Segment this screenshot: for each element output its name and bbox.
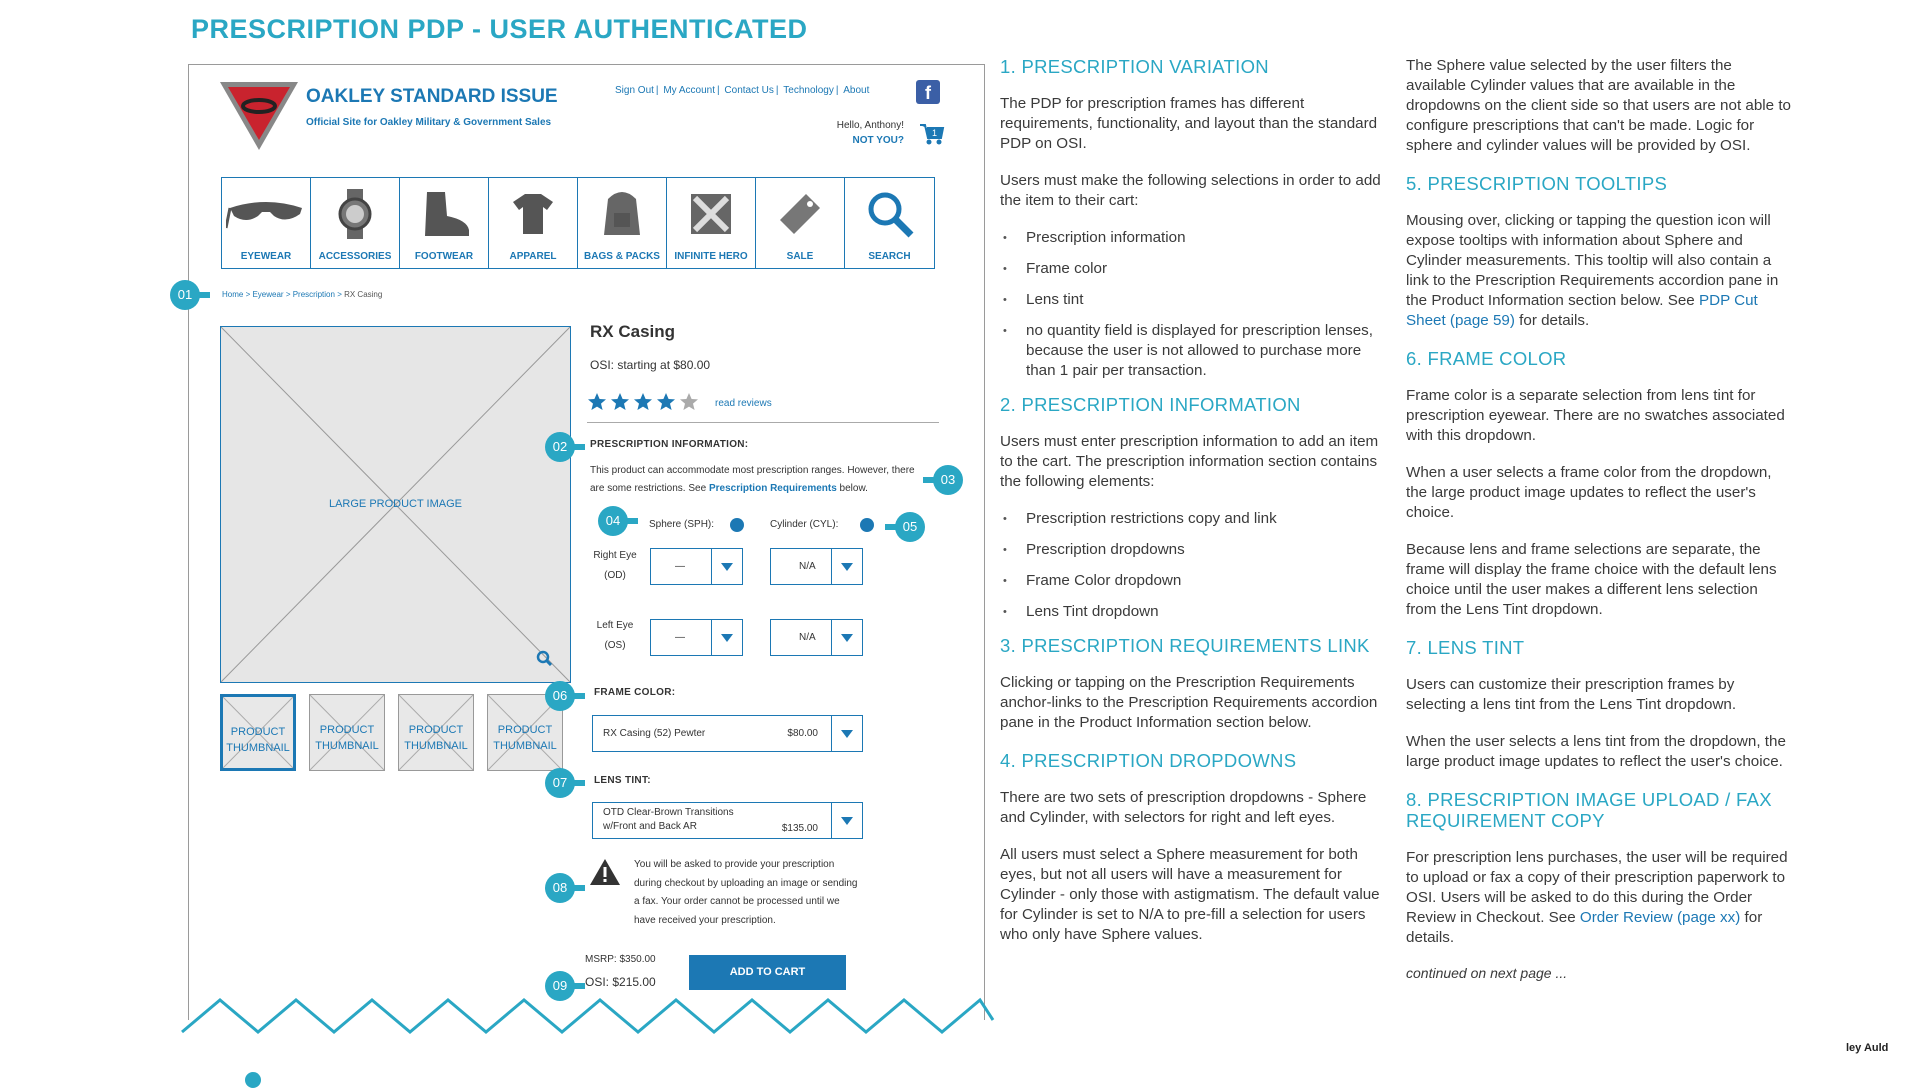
section-heading: 1. PRESCRIPTION VARIATION (1000, 56, 1269, 77)
section-heading: 3. PRESCRIPTION REQUIREMENTS LINK (1000, 635, 1370, 656)
right-eye-code: (OD) (604, 570, 626, 581)
main-nav (221, 177, 935, 269)
boot-icon (417, 190, 471, 238)
star-empty-icon (679, 392, 699, 412)
breadcrumb: Home > Eyewear > Prescription > RX Casing (222, 290, 383, 299)
chevron-down-icon (831, 620, 862, 655)
breadcrumb-home[interactable]: Home (222, 290, 244, 299)
continued-note: continued on next page ... (1406, 965, 1568, 981)
star-rating (587, 392, 699, 412)
starting-price: OSI: starting at $80.00 (590, 358, 711, 372)
read-reviews-link[interactable]: read reviews (715, 398, 772, 409)
left-cylinder-select[interactable] (770, 619, 863, 656)
select-value: N/A (799, 632, 816, 643)
section-heading: 7. LENS TINT (1406, 637, 1525, 658)
lens-tint-select[interactable] (592, 802, 863, 839)
torn-edge (180, 980, 995, 1040)
nav-label: SEARCH (868, 251, 911, 262)
restriction-text (590, 462, 920, 498)
prescription-upload-notice: You will be asked to provide your prescription during checkout by uploading an image or sending a fax. Your order cannot be processed until we have received your prescription. (634, 859, 858, 926)
left-sphere-select[interactable] (650, 619, 743, 656)
frame-color-select[interactable] (592, 715, 863, 752)
brand-name[interactable]: OAKLEY STANDARD ISSUE (306, 86, 558, 107)
cylinder-label: Cylinder (CYL): (770, 519, 839, 530)
right-cylinder-select[interactable] (770, 548, 863, 585)
prescription-requirements-link[interactable]: Prescription Requirements (708, 483, 837, 494)
divider (587, 422, 939, 423)
product-thumbnail[interactable] (398, 694, 474, 771)
facebook-icon[interactable]: f (916, 80, 940, 104)
paragraph: Clicking or tapping on the Prescription Requirements anchor-links to the Prescription Requirements accordion pane in the Product Information section below. (1000, 674, 1378, 731)
select-value: — (675, 561, 685, 572)
star-icon (587, 392, 607, 412)
paragraph: There are two sets of prescription dropdowns - Sphere and Cylinder, with selectors for right and left eyes. (1000, 789, 1367, 826)
infinite-hero-icon (689, 192, 733, 236)
callout-02: 02 (545, 432, 575, 462)
nav-label: FOOTWEAR (414, 251, 474, 262)
section-heading: 2. PRESCRIPTION INFORMATION (1000, 394, 1301, 415)
section-heading: 6. FRAME COLOR (1406, 348, 1567, 369)
paragraph: The Sphere value selected by the user filters the available Cylinder values that are available in the dropdowns on the client side so that users are not able to configure prescriptions that can't be made. Logic for sphere and cylinder values will be provided by OSI. (1406, 57, 1791, 154)
nav-label: SALE (786, 251, 814, 262)
callout-05: 05 (895, 512, 925, 542)
paragraph-text: For prescription lens purchases, the user will be required to upload or fax a copy of their prescription paperwork to OSI. Users will be asked to do this during the Order Review in Checkout. See (1406, 849, 1788, 926)
chevron-down-icon (711, 549, 742, 584)
list-item: • Frame color (1000, 259, 1385, 279)
thumbnail-strip (220, 694, 563, 771)
list-item: • Frame Color dropdown (1000, 571, 1385, 591)
sphere-help-icon[interactable] (730, 518, 744, 532)
utility-nav: Sign Out | My Account | Contact Us | Technology | About (615, 85, 870, 96)
sign-out-link[interactable]: Sign Out (615, 85, 654, 96)
paragraph-text: Mousing over, clicking or tapping the question icon will expose tooltips with information about Sphere and Cylinder measurements. This tooltip will also contain a link to the Prescription Requirements accordion pane in the Product Information section below. See (1406, 212, 1779, 309)
breadcrumb-eyewear[interactable]: Eyewear (252, 290, 284, 299)
paragraph: Because lens and frame selections are separate, the frame will display the frame choice with the default lens choice until the user makes a different lens selection from the Lens Tint dropdown. (1406, 541, 1777, 618)
paragraph: Users must enter prescription information to add an item to the cart. The prescription information section contains the following elements: (1000, 433, 1379, 490)
nav-infinite-hero[interactable] (667, 178, 756, 268)
left-eye-label (593, 616, 637, 656)
large-product-image (220, 326, 571, 683)
thumbnail-label: PRODUCT THUMBNAIL (226, 726, 290, 754)
nav-label: BAGS & PACKS (584, 251, 660, 262)
nav-label: APPAREL (509, 251, 557, 262)
about-link[interactable]: About (843, 85, 870, 96)
not-you-link[interactable]: NOT YOU? (852, 135, 904, 146)
star-icon (610, 392, 630, 412)
osi-price: OSI: $215.00 (585, 975, 656, 989)
cylinder-help-icon[interactable] (860, 518, 874, 532)
spec-column-2 (1406, 56, 1791, 981)
select-value: — (675, 632, 685, 643)
right-sphere-select[interactable] (650, 548, 743, 585)
tag-icon (778, 192, 822, 236)
search-icon (866, 190, 914, 238)
contact-us-link[interactable]: Contact Us (724, 85, 774, 96)
restriction-tail: below. (839, 483, 868, 494)
nav-sale[interactable] (756, 178, 845, 268)
svg-text:1: 1 (932, 128, 938, 138)
callout-01: 01 (170, 280, 200, 310)
product-thumbnail[interactable] (309, 694, 385, 771)
paragraph: Users must make the following selections in order to add the item to their cart: (1000, 172, 1381, 209)
paragraph: When the user selects a lens tint from the dropdown, the large product image updates to reflect the user's choice. (1406, 733, 1786, 770)
backpack-icon (600, 189, 644, 239)
paragraph: Users can customize their prescription frames by selecting a lens tint from the Lens Tint dropdown. (1406, 676, 1737, 713)
greeting: Hello, Anthony! (836, 120, 904, 131)
nav-apparel[interactable] (489, 178, 578, 268)
brand-logo (218, 80, 300, 152)
list-item: • Lens Tint dropdown (1000, 602, 1385, 622)
product-title: RX Casing (590, 322, 676, 341)
paragraph: The PDP for prescription frames has different requirements, functionality, and layout than the standard PDP on OSI. (1000, 95, 1378, 152)
breadcrumb-prescription[interactable]: Prescription (292, 290, 335, 299)
nav-label: INFINITE HERO (674, 251, 748, 262)
zoom-icon[interactable] (536, 650, 552, 666)
paragraph: All users must select a Sphere measurement for both eyes, but not all users will have a measurement for Cylinder - only those with astigmatism. The default value for Cylinder is set to N/A to pre-fill a selection for users who only have Sphere values. (1000, 846, 1380, 943)
callout-04: 04 (598, 506, 628, 536)
nav-bags-packs[interactable] (578, 178, 667, 268)
nav-search[interactable] (845, 178, 934, 268)
select-price: $80.00 (787, 728, 818, 739)
footer-mark: ley Auld (1846, 1042, 1889, 1054)
thumbnail-label: PRODUCT THUMBNAIL (315, 724, 379, 752)
list-item: • Prescription restrictions copy and link (1000, 509, 1385, 529)
bullet-list (1000, 509, 1385, 622)
section-heading: 5. PRESCRIPTION TOOLTIPS (1406, 173, 1668, 194)
cart-icon[interactable] (919, 122, 945, 146)
nav-label: ACCESSORIES (318, 251, 392, 262)
spec-column-1 (1000, 56, 1385, 962)
bullet-list (1000, 228, 1385, 381)
right-eye-label (593, 546, 637, 586)
pdp-cut-sheet-link[interactable]: PDP Cut Sheet (page 59) (1406, 292, 1758, 329)
section-heading: 4. PRESCRIPTION DROPDOWNS (1000, 750, 1297, 771)
breadcrumb-current: RX Casing (344, 290, 383, 299)
callout-09: 09 (545, 971, 575, 1001)
add-to-cart-button[interactable]: ADD TO CART (689, 955, 846, 990)
select-value: OTD Clear-Brown Transitions w/Front and Back AR (603, 807, 734, 832)
list-item: • Prescription information (1000, 228, 1385, 248)
left-eye-text: Left Eye (596, 620, 634, 631)
large-image-label: LARGE PRODUCT IMAGE (328, 498, 463, 510)
frame-color-heading: FRAME COLOR: (594, 687, 676, 698)
sunglasses-icon (226, 194, 306, 234)
select-value: N/A (799, 561, 816, 572)
paragraph-tail: for details. (1519, 312, 1590, 329)
list-item: • Lens tint (1000, 290, 1385, 310)
right-eye-text: Right Eye (593, 550, 637, 561)
prescription-heading: PRESCRIPTION INFORMATION: (590, 439, 749, 450)
sphere-label: Sphere (SPH): (649, 519, 715, 530)
left-eye-code: (OS) (604, 640, 626, 651)
restriction-copy: This product can accommodate most prescription ranges. However, there are some restrictions. See (590, 465, 915, 494)
nav-eyewear[interactable] (222, 178, 311, 268)
paragraph (1406, 211, 1791, 331)
lens-tint-heading: LENS TINT: (594, 775, 651, 786)
thumbnail-label: PRODUCT THUMBNAIL (404, 724, 468, 752)
paragraph-tail: for details. (1406, 909, 1763, 946)
list-item: • no quantity field is displayed for prescription lenses, because the user is not allowed to purchase more than 1 pair per transaction. (1000, 321, 1385, 381)
msrp-price: MSRP: $350.00 (585, 954, 656, 965)
chevron-down-icon (831, 716, 862, 751)
chevron-down-icon (711, 620, 742, 655)
star-icon (633, 392, 653, 412)
select-value: RX Casing (52) Pewter (603, 728, 706, 739)
brand-tagline: Official Site for Oakley Military & Government Sales (306, 117, 552, 128)
nav-footwear[interactable] (400, 178, 489, 268)
callout-03: 03 (933, 465, 963, 495)
paragraph: When a user selects a frame color from the dropdown, the large product image updates to reflect the user's choice. (1406, 464, 1772, 521)
warning-icon (589, 858, 621, 886)
paragraph: Frame color is a separate selection from lens tint for prescription eyewear. There are no swatches associated with this dropdown. (1406, 387, 1785, 444)
order-review-link[interactable]: Order Review (page xx) (1579, 909, 1741, 926)
footer-dot (245, 1072, 261, 1088)
tshirt-icon (511, 192, 555, 236)
nav-label: EYEWEAR (240, 251, 292, 262)
callout-07: 07 (545, 768, 575, 798)
technology-link[interactable]: Technology (783, 85, 834, 96)
callout-08: 08 (545, 873, 575, 903)
watch-icon (335, 189, 375, 239)
star-icon (656, 392, 676, 412)
section-heading: 8. PRESCRIPTION IMAGE UPLOAD / FAX REQUIREMENT COPY (1406, 789, 1772, 831)
nav-accessories[interactable] (311, 178, 400, 268)
product-thumbnail[interactable] (220, 694, 296, 771)
page-title: PRESCRIPTION PDP - USER AUTHENTICATED (191, 14, 808, 44)
select-price: $135.00 (781, 823, 818, 834)
chevron-down-icon (831, 549, 862, 584)
chevron-down-icon (831, 803, 862, 838)
paragraph (1406, 848, 1791, 948)
callout-06: 06 (545, 681, 575, 711)
thumbnail-label: PRODUCT THUMBNAIL (493, 724, 557, 752)
my-account-link[interactable]: My Account (663, 85, 716, 96)
list-item: • Prescription dropdowns (1000, 540, 1385, 560)
